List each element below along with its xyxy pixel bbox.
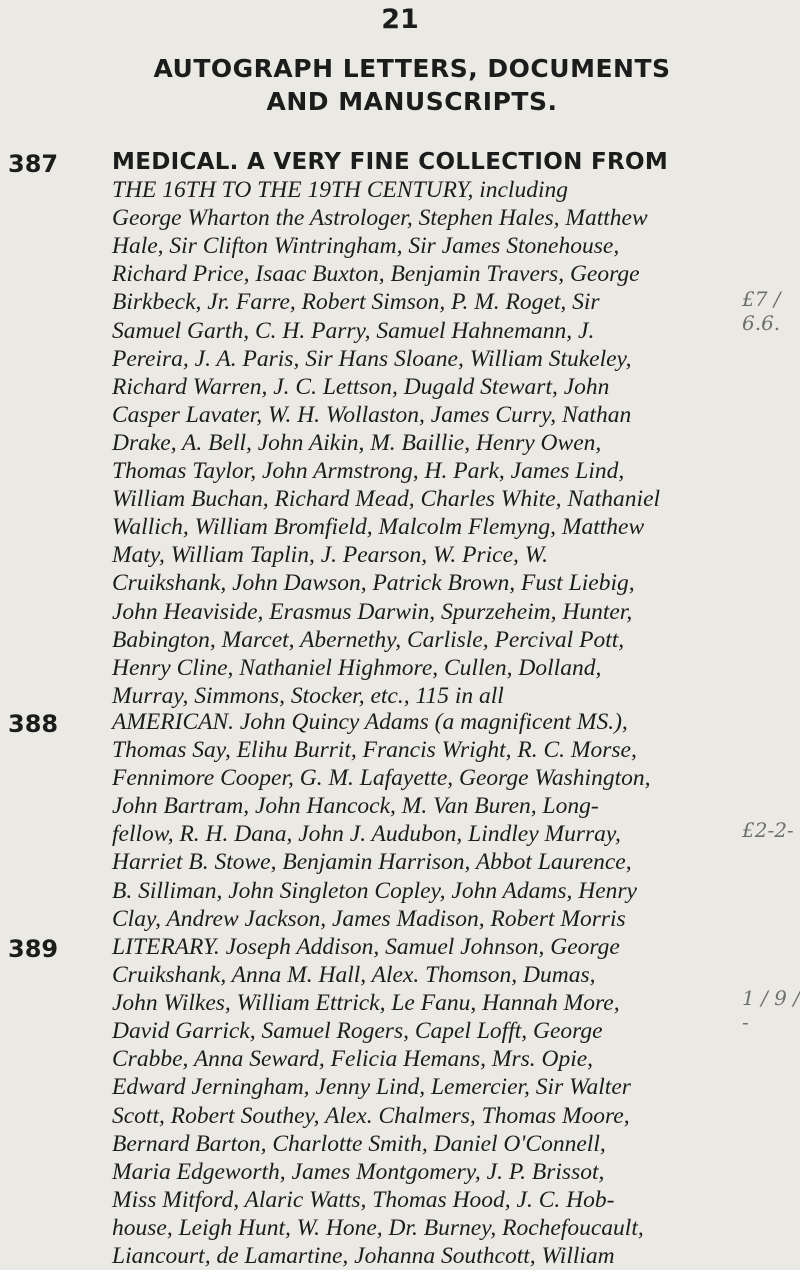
lot-line: Liancourt, de Lamartine, Johanna Southcott, William xyxy=(112,1243,615,1270)
lot-line: THE 16TH TO THE 19TH CENTURY, including xyxy=(112,177,568,204)
lot-number-389: 389 xyxy=(8,935,59,963)
lot-line: John Heaviside, Erasmus Darwin, Spurzeheim, Hunter, xyxy=(112,598,633,625)
handwritten-price-note: 1 / 9 / - xyxy=(742,986,800,1034)
lot-line: George Wharton the Astrologer, Stephen Hales, Matthew xyxy=(112,205,648,232)
lot-line: AMERICAN. John Quincy Adams (a magnificent MS.), xyxy=(112,709,628,735)
lot-389-description xyxy=(112,933,792,1270)
lot-number-388: 388 xyxy=(8,710,59,738)
lot-line: Edward Jerningham, Jenny Lind, Lemercier, Sir Walter xyxy=(112,1074,631,1101)
lot-number-387: 387 xyxy=(8,150,59,178)
section-heading: AUTOGRAPH LETTERS, DOCUMENTS xyxy=(153,54,671,83)
lot-line: Maty, William Taplin, J. Pearson, W. Price, W. xyxy=(112,542,549,569)
lot-line: LITERARY. Joseph Addison, Samuel Johnson, George xyxy=(112,934,620,960)
lot-line: Babington, Marcet, Abernethy, Carlisle, Percival Pott, xyxy=(112,626,625,653)
lot-line: Scott, Robert Southey, Alex. Chalmers, Thomas Moore, xyxy=(112,1102,630,1129)
lot-line: Birkbeck, Jr. Farre, Robert Simson, P. M. Roget, Sir xyxy=(112,289,600,316)
lot-line: Richard Warren, J. C. Lettson, Dugald Stewart, John xyxy=(112,373,610,400)
lot-line: Fennimore Cooper, G. M. Lafayette, George Washington, xyxy=(112,765,651,792)
lot-line: fellow, R. H. Dana, John J. Audubon, Lindley Murray, xyxy=(112,821,621,848)
lot-line: Maria Edgeworth, James Montgomery, J. P. Brissot, xyxy=(112,1158,605,1185)
lot-line: Cruikshank, Anna M. Hall, Alex. Thomson, Dumas, xyxy=(112,962,596,989)
lot-line: John Wilkes, William Ettrick, Le Fanu, Hannah More, xyxy=(112,990,620,1017)
lot-line: William Buchan, Richard Mead, Charles White, Nathaniel xyxy=(112,486,661,513)
lot-line: Thomas Taylor, John Armstrong, H. Park, James Lind, xyxy=(112,458,625,485)
handwritten-price-note: £2-2- xyxy=(742,818,794,842)
lot-line: house, Leigh Hunt, W. Hone, Dr. Burney, Rochefoucault, xyxy=(112,1214,644,1241)
lot-line: Samuel Garth, C. H. Parry, Samuel Hahnemann, J. xyxy=(112,317,595,344)
lot-line: Murray, Simmons, Stocker, etc., 115 in all xyxy=(112,682,504,709)
lot-line: Casper Lavater, W. H. Wollaston, James Curry, Nathan xyxy=(112,401,632,428)
lot-387-description xyxy=(112,148,792,710)
lot-line: B. Silliman, John Singleton Copley, John Adams, Henry xyxy=(112,877,637,904)
lot-line: Hale, Sir Clifton Wintringham, Sir James Stonehouse, xyxy=(112,233,620,260)
lot-line: Bernard Barton, Charlotte Smith, Daniel O'Connell, xyxy=(112,1130,606,1157)
lot-line: Richard Price, Isaac Buxton, Benjamin Travers, George xyxy=(112,261,640,288)
lot-line: Clay, Andrew Jackson, James Madison, Robert Morris xyxy=(112,905,626,932)
lot-line: Miss Mitford, Alaric Watts, Thomas Hood, J. C. Hob- xyxy=(112,1186,615,1213)
lot-line: Drake, A. Bell, John Aikin, M. Baillie, Henry Owen, xyxy=(112,429,602,456)
lot-line: Wallich, William Bromfield, Malcolm Flemyng, Matthew xyxy=(112,514,645,541)
lot-line: John Bartram, John Hancock, M. Van Buren, Long- xyxy=(112,793,599,820)
lot-line: MEDICAL. A VERY FINE COLLECTION FROM xyxy=(112,149,669,175)
lot-line: Harriet B. Stowe, Benjamin Harrison, Abbot Laurence, xyxy=(112,849,632,876)
lot-line: Henry Cline, Nathaniel Highmore, Cullen, Dolland, xyxy=(112,654,602,681)
lot-388-description xyxy=(112,708,792,933)
page-number: 21 xyxy=(381,4,419,35)
lot-line: Thomas Say, Elihu Burrit, Francis Wright, R. C. Morse, xyxy=(112,737,637,764)
lot-line: Crabbe, Anna Seward, Felicia Hemans, Mrs. Opie, xyxy=(112,1046,594,1073)
lot-line: Cruikshank, John Dawson, Patrick Brown, Fust Liebig, xyxy=(112,570,635,597)
lot-line: David Garrick, Samuel Rogers, Capel Lofft, George xyxy=(112,1018,603,1045)
section-subheading: AND MANUSCRIPTS. xyxy=(266,87,558,116)
handwritten-price-note: £7 / 6.6. xyxy=(742,287,781,335)
lot-line: Pereira, J. A. Paris, Sir Hans Sloane, William Stukeley, xyxy=(112,345,632,372)
